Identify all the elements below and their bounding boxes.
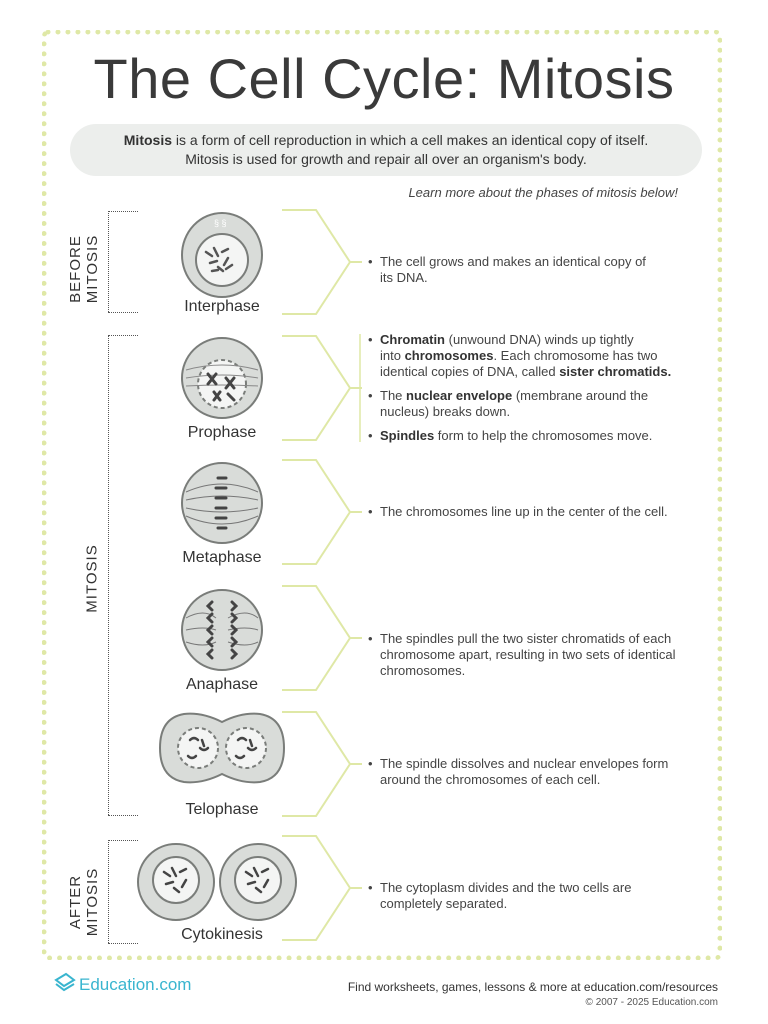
desc-anaphase: • The spindles pull the two sister chromatids of each chromosome apart, resulting in two sets of identical chromosomes. (368, 631, 676, 687)
phase-label-anaphase: Anaphase (185, 676, 259, 693)
learn-more-text: Learn more about the phases of mitosis below! (408, 185, 678, 200)
anaphase-cell-icon (182, 590, 262, 670)
intro-line1: is a form of cell reproduction in which a cell makes an identical copy of itself. (172, 132, 649, 148)
side-label-before: BEFORE MITOSIS (67, 234, 101, 304)
phase-label-prophase: Prophase (187, 424, 257, 441)
desc-metaphase: • The chromosomes line up in the center of the cell. (368, 504, 668, 528)
education-logo-icon (54, 972, 76, 994)
telophase-cell-icon (160, 714, 284, 783)
side-label-mitosis: MITOSIS (83, 544, 101, 613)
intro-line2: Mitosis is used for growth and repair all over an organism's body. (185, 151, 587, 167)
phase-label-metaphase: Metaphase (182, 549, 262, 566)
phase-label-telophase: Telophase (185, 801, 259, 818)
phase-label-cytokinesis: Cytokinesis (181, 926, 263, 943)
phase-label-interphase: Interphase (184, 298, 260, 315)
desc-cytokinesis: • The cytoplasm divides and the two cells are completely separated. (368, 880, 631, 920)
svg-text:§ §: § § (214, 218, 227, 228)
side-label-after: AFTER MITOSIS (67, 867, 101, 937)
education-logo[interactable]: Education.com (54, 972, 191, 995)
metaphase-cell-icon (182, 463, 262, 543)
footer-copyright: © 2007 - 2025 Education.com (585, 997, 718, 1008)
prophase-cell-icon (182, 338, 262, 418)
connector-brackets (282, 210, 362, 940)
page-title: The Cell Cycle: Mitosis (93, 47, 675, 110)
desc-prophase: • Chromatin (unwound DNA) winds up tightly into chromosomes. Each chromosome has two identical copies of DNA, called sister chromatids. • The nuclear envelope (membrane around the nucleus) breaks down. • Spindles form to help the chromosomes move. (368, 332, 671, 452)
desc-telophase: • The spindle dissolves and nuclear envelopes form around the chromosomes of each cell. (368, 756, 668, 796)
desc-interphase: • The cell grows and makes an identical copy of its DNA. (368, 254, 646, 294)
intro-bold: Mitosis (123, 132, 172, 148)
cytokinesis-cell-icon (138, 844, 296, 920)
footer-tagline[interactable]: Find worksheets, games, lessons & more at education.com/resources (347, 980, 718, 994)
interphase-cell-icon (182, 213, 262, 297)
